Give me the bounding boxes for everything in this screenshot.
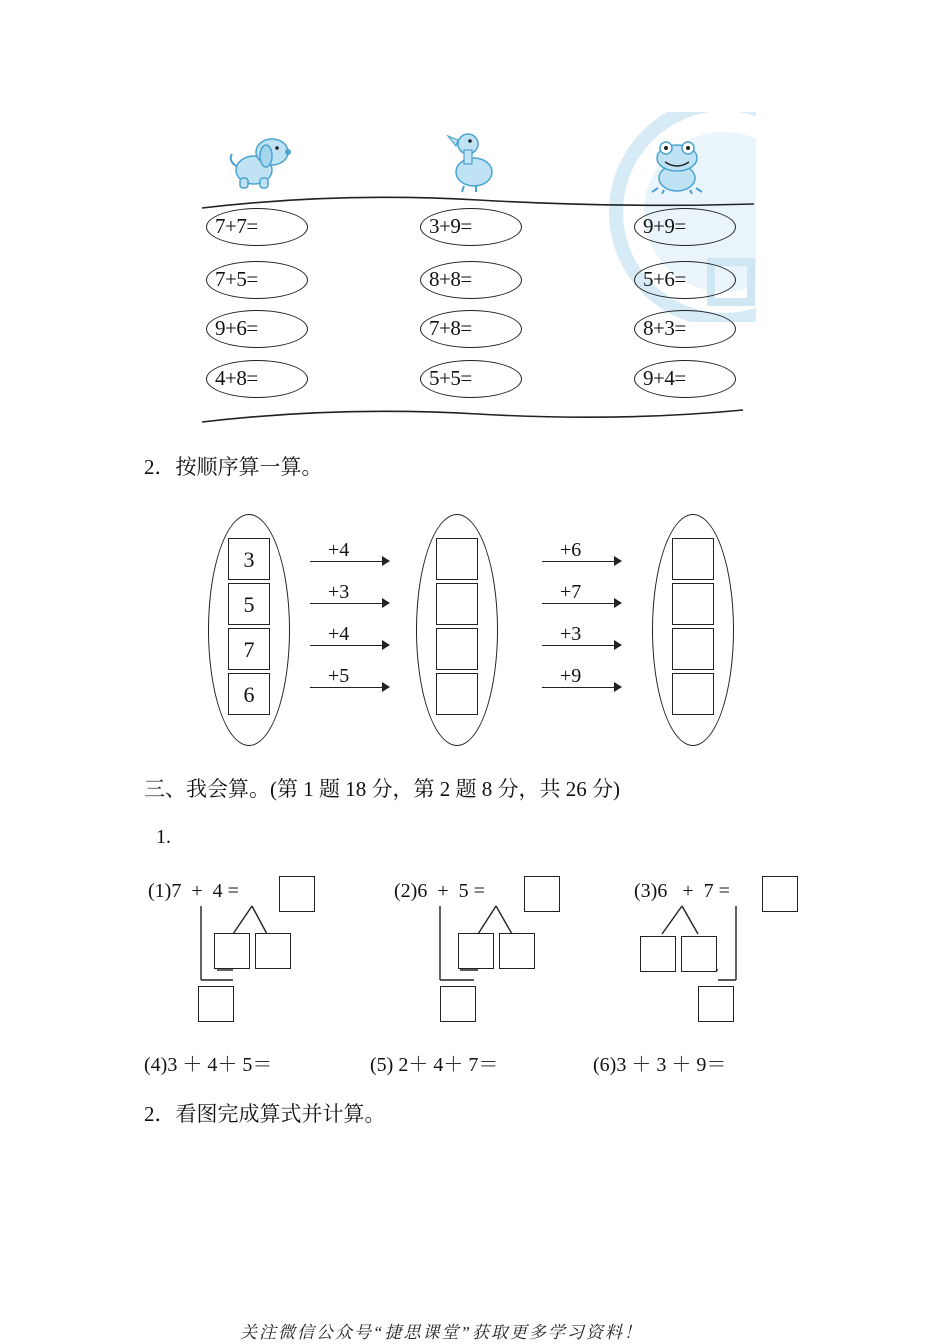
equals-sign: =: [473, 880, 485, 902]
split-box[interactable]: [214, 933, 250, 969]
operand-a: 6: [657, 880, 668, 902]
operator: +: [437, 880, 449, 902]
problem-text: 7+7=: [215, 214, 258, 238]
op-label: +4: [328, 623, 350, 645]
arrow-icon: [614, 640, 622, 650]
arrow-icon: [382, 598, 390, 608]
problem-oval: [634, 261, 736, 299]
answer-box[interactable]: [436, 583, 478, 625]
problem-oval: [420, 208, 522, 246]
problem-text: 4+8=: [215, 366, 258, 390]
split-box[interactable]: [640, 936, 676, 972]
equals-sign: =: [718, 880, 730, 902]
q2-picture-title: 2．看图完成算式并计算。: [144, 1102, 386, 1126]
problem-text: 5+6=: [643, 267, 686, 291]
operator: +: [682, 880, 694, 902]
arrow-icon: [382, 640, 390, 650]
problem-text: 9+6=: [215, 316, 258, 340]
arrow-op: [542, 623, 622, 653]
problem-text: 8+3=: [643, 316, 686, 340]
operand-a: 6: [417, 880, 428, 902]
answer-box[interactable]: [436, 538, 478, 580]
problem-oval: [206, 261, 308, 299]
split-box[interactable]: [681, 936, 717, 972]
answer-box[interactable]: [436, 673, 478, 715]
arrow-icon: [614, 682, 622, 692]
split-box[interactable]: [458, 933, 494, 969]
arrow-op: [542, 665, 622, 695]
answer-box[interactable]: [672, 538, 714, 580]
q1-label: 1.: [156, 826, 171, 848]
footer-note: 关注微信公众号“捷思课堂”获取更多学习资料！: [240, 1323, 643, 1342]
problem-oval: [420, 261, 522, 299]
problem-oval: [206, 310, 308, 348]
problem-label: (2): [394, 880, 418, 902]
arrow-icon: [382, 682, 390, 692]
start-value-box: 6: [228, 673, 270, 715]
operand-a: 7: [171, 880, 182, 902]
expression-5: (5) 2＋ 4＋ 7＝: [370, 1054, 499, 1076]
problem-label: (3): [634, 880, 658, 902]
op-label: +7: [560, 581, 582, 603]
arrow-icon: [382, 556, 390, 566]
operand-b: 7: [703, 880, 714, 902]
arrow-op: [542, 539, 622, 569]
problem-text: 9+4=: [643, 366, 686, 390]
split-box[interactable]: [499, 933, 535, 969]
arrow-op: [542, 581, 622, 611]
op-label: +4: [328, 539, 350, 561]
expression-4: (4)3 ＋ 4＋ 5＝: [144, 1054, 273, 1076]
problem-oval: [634, 310, 736, 348]
duck-icon: [446, 126, 496, 194]
op-label: +3: [328, 581, 350, 603]
arrow-icon: [614, 556, 622, 566]
dog-icon: [226, 132, 296, 192]
problem-oval: [206, 208, 308, 246]
start-value-box: 3: [228, 538, 270, 580]
op-label: +9: [560, 665, 582, 687]
partial-sum-box[interactable]: [198, 986, 234, 1022]
problem-text: 7+5=: [215, 267, 258, 291]
answer-box[interactable]: [436, 628, 478, 670]
arrow-op: [310, 623, 390, 653]
problem-oval: [634, 360, 736, 398]
equals-sign: =: [227, 880, 239, 902]
problem-text: 9+9=: [643, 214, 686, 238]
problem-oval: [420, 360, 522, 398]
answer-box[interactable]: [672, 583, 714, 625]
problem-oval: [206, 360, 308, 398]
problem-text: 3+9=: [429, 214, 472, 238]
expression-6: (6)3 ＋ 3 ＋ 9＝: [593, 1054, 727, 1076]
start-value-box: 5: [228, 583, 270, 625]
answer-box[interactable]: [672, 673, 714, 715]
partial-sum-box[interactable]: [698, 986, 734, 1022]
op-label: +5: [328, 665, 350, 687]
operator: +: [191, 880, 203, 902]
answer-box[interactable]: [672, 628, 714, 670]
bottom-divider-line: [198, 404, 748, 428]
problem-oval: [634, 208, 736, 246]
arrow-op: [310, 581, 390, 611]
partial-sum-box[interactable]: [440, 986, 476, 1022]
problem-label: (1): [148, 880, 172, 902]
problem-text: 5+5=: [429, 366, 472, 390]
start-value-box: 7: [228, 628, 270, 670]
q2-title: 2．按顺序算一算。: [144, 455, 323, 479]
section3-title: 三、我会算。(第 1 题 18 分，第 2 题 8 分，共 26 分): [144, 777, 620, 801]
arrow-icon: [614, 598, 622, 608]
arrow-op: [310, 539, 390, 569]
op-label: +6: [560, 539, 582, 561]
problem-oval: [420, 310, 522, 348]
arrow-op: [310, 665, 390, 695]
operand-b: 5: [458, 880, 469, 902]
split-box[interactable]: [255, 933, 291, 969]
operand-b: 4: [212, 880, 223, 902]
op-label: +3: [560, 623, 582, 645]
problem-text: 7+8=: [429, 316, 472, 340]
problem-text: 8+8=: [429, 267, 472, 291]
answer-box[interactable]: [762, 876, 798, 912]
